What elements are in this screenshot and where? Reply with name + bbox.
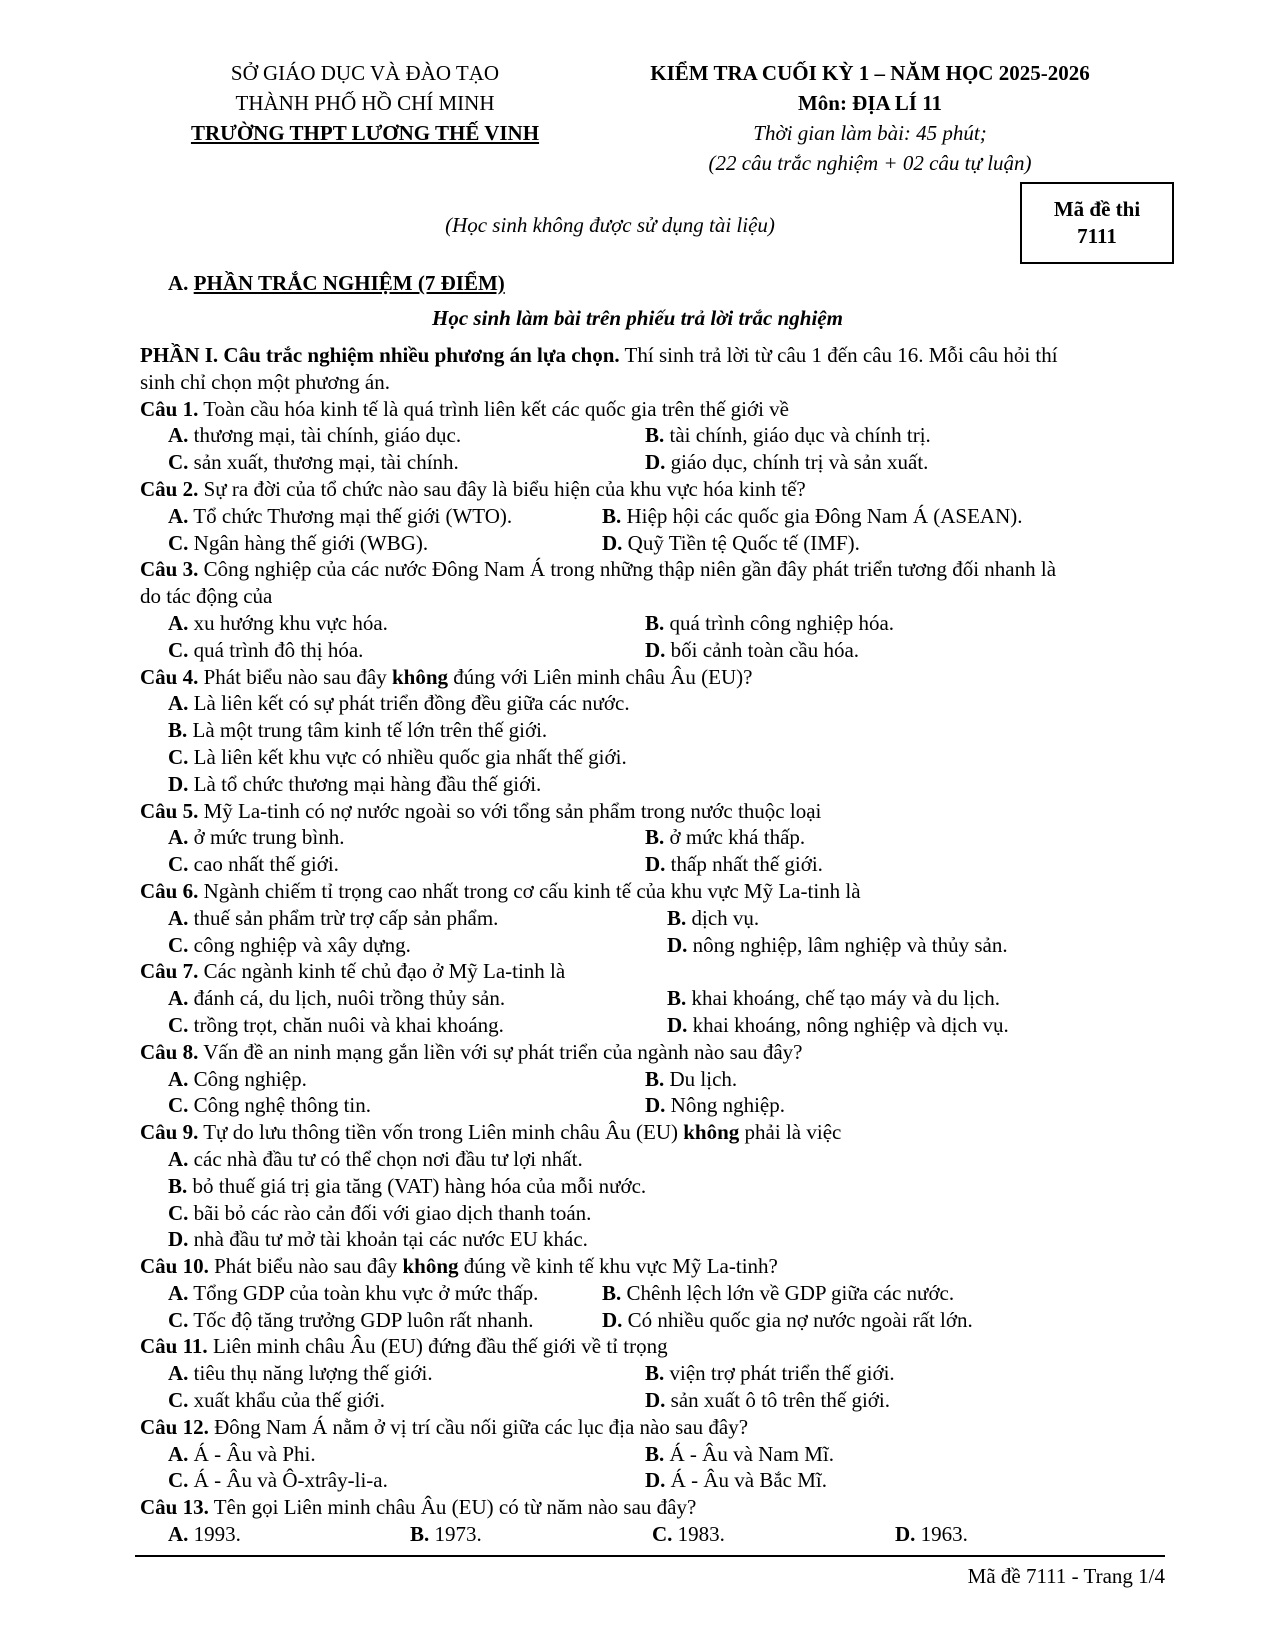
answer-option xyxy=(168,1360,433,1387)
option-row xyxy=(168,1307,1160,1334)
option-row xyxy=(168,1066,1160,1093)
exam-code-box xyxy=(1020,182,1174,264)
no-materials-note: (Học sinh không được sử dụng tài liệu) xyxy=(445,213,775,237)
option-text: công nghiệp và xây dựng. xyxy=(188,932,411,957)
answer-option xyxy=(168,1227,588,1251)
question-stem xyxy=(140,1414,1160,1441)
option-key: C. xyxy=(168,450,189,475)
option-text: Có nhiều quốc gia nợ nước ngoài rất lớn. xyxy=(622,1307,973,1332)
options xyxy=(140,1360,1160,1414)
option-key: A. xyxy=(168,610,189,635)
option-text: Nông nghiệp. xyxy=(665,1093,785,1118)
option-key: D. xyxy=(645,1388,666,1413)
answer-option xyxy=(168,772,541,796)
option-text: Là tổ chức thương mại hàng đầu thế giới. xyxy=(188,771,542,796)
header-right xyxy=(600,58,1140,178)
option-row xyxy=(168,449,1160,476)
option-row xyxy=(168,422,1160,449)
options xyxy=(140,905,1160,959)
options xyxy=(140,422,1160,476)
option-text: viện trợ phát triển thế giới. xyxy=(664,1361,895,1386)
option-key: B. xyxy=(645,423,665,448)
question xyxy=(140,878,1160,958)
exam-title: KIỂM TRA CUỐI KỲ 1 – NĂM HỌC 2025-2026 xyxy=(650,61,1090,85)
option-text: Á - Âu và Ô-xtrây-li-a. xyxy=(188,1468,388,1493)
answer-option xyxy=(168,1092,371,1119)
question-text-end: đúng với Liên minh châu Âu (EU)? xyxy=(448,664,753,689)
question-number: Câu 2. xyxy=(140,476,199,501)
question-text: Ngành chiếm tỉ trọng cao nhất trong cơ cấu kinh tế của khu vực Mỹ La-tinh là xyxy=(198,878,861,903)
option-key: A. xyxy=(168,905,189,930)
answer-option xyxy=(645,1360,895,1387)
answer-option xyxy=(168,1012,504,1039)
answer-option xyxy=(168,1307,533,1334)
option-key: C. xyxy=(168,932,189,957)
exam-time: Thời gian làm bài: 45 phút; xyxy=(753,121,987,145)
question-number: Câu 6. xyxy=(140,878,199,903)
option-key: A. xyxy=(168,1522,189,1547)
question-text-end: đúng về kinh tế khu vực Mỹ La-tinh? xyxy=(458,1254,778,1279)
answer-option xyxy=(645,851,823,878)
answer-option xyxy=(645,1066,737,1093)
question-number: Câu 8. xyxy=(140,1039,199,1064)
answer-option xyxy=(168,1467,388,1494)
question xyxy=(140,1414,1160,1494)
answer-option xyxy=(667,1012,1009,1039)
option-key: C. xyxy=(168,1468,189,1493)
answer-option xyxy=(168,691,630,715)
answer-option xyxy=(168,637,363,664)
option-text: Á - Âu và Phi. xyxy=(188,1441,316,1466)
answer-option xyxy=(645,1092,785,1119)
option-text: Hiệp hội các quốc gia Đông Nam Á (ASEAN). xyxy=(621,503,1023,528)
answer-option xyxy=(168,503,512,530)
option-row xyxy=(168,610,1160,637)
question-stem-cont: do tác động của xyxy=(140,584,273,609)
answer-option xyxy=(895,1521,968,1548)
option-key: D. xyxy=(602,1307,623,1332)
option-key: D. xyxy=(602,530,623,555)
part-1-instruction: Thí sinh trả lời từ câu 1 đến câu 16. Mỗi câu hỏi thí xyxy=(619,343,1058,367)
option-text: trồng trọt, chăn nuôi và khai khoáng. xyxy=(188,1012,504,1037)
options xyxy=(140,1521,1160,1548)
option-row xyxy=(168,985,1160,1012)
answer-option xyxy=(168,1280,538,1307)
option-text: Tổng GDP của toàn khu vực ở mức thấp. xyxy=(188,1280,539,1305)
option-row xyxy=(168,851,1160,878)
answer-option xyxy=(168,985,505,1012)
answer-option xyxy=(645,449,928,476)
option-key: C. xyxy=(652,1522,673,1547)
question xyxy=(140,1119,1160,1253)
answer-option xyxy=(410,1521,482,1548)
question-stem xyxy=(140,1333,1160,1360)
question-number: Câu 9. xyxy=(140,1120,199,1145)
option-row xyxy=(168,690,1160,717)
dept-line-2: THÀNH PHỐ HỒ CHÍ MINH xyxy=(235,91,495,115)
option-key: C. xyxy=(168,744,189,769)
question-text: Liên minh châu Âu (EU) đứng đầu thế giới về tỉ trọng xyxy=(207,1334,668,1359)
school-name: TRƯỜNG THPT LƯƠNG THẾ VINH xyxy=(190,121,540,145)
section-a-heading xyxy=(168,268,505,298)
option-row xyxy=(168,744,1160,771)
section-a-title: PHẦN TRẮC NGHIỆM (7 ĐIỂM) xyxy=(193,271,505,295)
option-key: C. xyxy=(168,1200,189,1225)
option-key: A. xyxy=(168,825,189,850)
part-1-instruction-cont: sinh chỉ chọn một phương án. xyxy=(140,369,390,394)
options xyxy=(140,1280,1160,1334)
answer-option xyxy=(168,610,388,637)
answer-option xyxy=(645,610,894,637)
option-key: C. xyxy=(168,637,189,662)
option-row xyxy=(168,1226,1160,1253)
option-text: giáo dục, chính trị và sản xuất. xyxy=(665,450,929,475)
answer-option xyxy=(168,718,547,742)
question-list xyxy=(140,396,1160,1548)
answer-option xyxy=(602,1307,973,1334)
answer-option xyxy=(602,530,860,557)
answer-option xyxy=(652,1521,725,1548)
answer-option xyxy=(168,1521,241,1548)
option-text: Công nghiệp. xyxy=(188,1066,307,1091)
option-text: 1963. xyxy=(915,1522,968,1547)
option-key: D. xyxy=(168,771,189,796)
answer-option xyxy=(168,1147,583,1171)
option-row xyxy=(168,530,1160,557)
answer-option xyxy=(667,985,1000,1012)
option-text: Du lịch. xyxy=(664,1066,738,1091)
option-text: Tổ chức Thương mại thế giới (WTO). xyxy=(188,503,513,528)
answer-option xyxy=(645,1467,827,1494)
question xyxy=(140,1333,1160,1413)
option-row xyxy=(168,1200,1160,1227)
option-key: C. xyxy=(168,1388,189,1413)
question-text: Phát biểu nào sau đây xyxy=(208,1254,403,1279)
option-text: Ngân hàng thế giới (WBG). xyxy=(188,530,429,555)
option-key: D. xyxy=(645,637,666,662)
options xyxy=(140,690,1160,797)
option-text: quá trình đô thị hóa. xyxy=(188,637,364,662)
option-key: B. xyxy=(645,825,665,850)
option-key: B. xyxy=(168,1173,188,1198)
option-text: khai khoáng, nông nghiệp và dịch vụ. xyxy=(687,1012,1009,1037)
part-1-intro xyxy=(140,342,1160,369)
answer-option xyxy=(645,1387,890,1414)
option-row xyxy=(168,1521,1160,1548)
answer-option xyxy=(168,530,428,557)
option-text: nhà đầu tư mở tài khoản tại các nước EU khác. xyxy=(188,1227,588,1252)
option-text: dịch vụ. xyxy=(686,905,760,930)
question-stem xyxy=(140,878,1160,905)
option-text: thương mại, tài chính, giáo dục. xyxy=(188,423,462,448)
option-text: 1973. xyxy=(429,1522,482,1547)
question xyxy=(140,798,1160,878)
subject: Môn: ĐỊA LÍ 11 xyxy=(797,91,943,115)
option-row xyxy=(168,1092,1160,1119)
option-row xyxy=(168,905,1160,932)
question xyxy=(140,476,1160,556)
option-text: cao nhất thế giới. xyxy=(188,852,339,877)
option-key: C. xyxy=(168,1307,189,1332)
question-text: Tự do lưu thông tiền vốn trong Liên minh châu Âu (EU) xyxy=(198,1120,684,1145)
answer-option xyxy=(168,1201,591,1225)
option-text: xu hướng khu vực hóa. xyxy=(188,610,388,635)
option-key: C. xyxy=(168,530,189,555)
option-row xyxy=(168,1360,1160,1387)
question-stem xyxy=(140,958,1160,985)
question-number: Câu 11. xyxy=(140,1334,208,1359)
question xyxy=(140,958,1160,1038)
answer-option xyxy=(168,824,344,851)
question-stem xyxy=(140,1039,1160,1066)
option-text: Chênh lệch lớn về GDP giữa các nước. xyxy=(621,1280,955,1305)
options xyxy=(140,1441,1160,1495)
option-key: A. xyxy=(168,1361,189,1386)
question-text: Mỹ La-tinh có nợ nước ngoài so với tổng sản phẩm trong nước thuộc loại xyxy=(198,798,822,823)
answer-option xyxy=(168,1066,307,1093)
option-text: thuế sản phẩm trừ trợ cấp sản phẩm. xyxy=(188,905,499,930)
option-key: B. xyxy=(602,1280,622,1305)
option-key: B. xyxy=(645,1441,665,1466)
option-text: bỏ thuế giá trị gia tăng (VAT) hàng hóa của mỗi nước. xyxy=(187,1173,647,1198)
answer-option xyxy=(168,1174,646,1198)
option-key: D. xyxy=(667,932,688,957)
option-text: bối cảnh toàn cầu hóa. xyxy=(665,637,860,662)
question-stem xyxy=(140,798,1160,825)
answer-option xyxy=(168,905,498,932)
option-key: D. xyxy=(645,852,666,877)
answer-option xyxy=(667,932,1008,959)
option-key: B. xyxy=(410,1522,430,1547)
question-stem xyxy=(140,396,1160,423)
option-key: A. xyxy=(168,1066,189,1091)
answer-option xyxy=(168,1387,385,1414)
question-text-end: phải là việc xyxy=(739,1120,842,1145)
option-key: D. xyxy=(645,1468,666,1493)
option-text: quá trình công nghiệp hóa. xyxy=(664,610,895,635)
question xyxy=(140,1039,1160,1119)
option-key: C. xyxy=(168,1012,189,1037)
option-row xyxy=(168,932,1160,959)
options xyxy=(140,985,1160,1039)
question-number: Câu 7. xyxy=(140,959,199,984)
answer-option xyxy=(168,851,339,878)
question-text: Tên gọi Liên minh châu Âu (EU) có từ năm nào sau đây? xyxy=(208,1495,697,1520)
question-text: Đông Nam Á nằm ở vị trí cầu nối giữa các lục địa nào sau đây? xyxy=(208,1414,749,1439)
section-a-prefix: A. xyxy=(168,271,194,295)
option-text: tiêu thụ năng lượng thế giới. xyxy=(188,1361,433,1386)
option-key: A. xyxy=(168,1146,189,1171)
option-key: A. xyxy=(168,423,189,448)
option-text: bãi bỏ các rào cản đối với giao dịch thanh toán. xyxy=(188,1200,592,1225)
page-footer: Mã đề 7111 - Trang 1/4 xyxy=(967,1564,1165,1588)
question-text: Công nghiệp của các nước Đông Nam Á trong những thập niên gần đây phát triển tương đối nhanh là xyxy=(198,557,1057,582)
option-text: 1993. xyxy=(188,1522,241,1547)
part-1-title: PHẦN I. Câu trắc nghiệm nhiều phương án lựa chọn. xyxy=(140,343,620,367)
question-number: Câu 10. xyxy=(140,1254,209,1279)
option-key: B. xyxy=(645,1361,665,1386)
answer-option xyxy=(168,422,461,449)
options xyxy=(140,1066,1160,1120)
option-text: thấp nhất thế giới. xyxy=(665,852,823,877)
option-text: sản xuất, thương mại, tài chính. xyxy=(188,450,459,475)
question-stem xyxy=(140,1494,1160,1521)
answer-option xyxy=(645,637,859,664)
option-text: 1983. xyxy=(672,1522,725,1547)
question-text: Vấn đề an ninh mạng gắn liền với sự phát triển của ngành nào sau đây? xyxy=(198,1039,803,1064)
exam-code-value: 7111 xyxy=(1077,224,1117,248)
question-number: Câu 13. xyxy=(140,1495,209,1520)
options xyxy=(140,610,1160,664)
option-text: xuất khẩu của thế giới. xyxy=(188,1388,385,1413)
option-key: B. xyxy=(667,986,687,1011)
option-row xyxy=(168,1173,1160,1200)
question xyxy=(140,396,1160,476)
option-row xyxy=(168,1441,1160,1468)
option-text: Tốc độ tăng trưởng GDP luôn rất nhanh. xyxy=(188,1307,534,1332)
option-row xyxy=(168,771,1160,798)
answer-option xyxy=(168,745,627,769)
option-text: nông nghiệp, lâm nghiệp và thủy sản. xyxy=(687,932,1008,957)
question-number: Câu 4. xyxy=(140,664,199,689)
option-row xyxy=(168,1012,1160,1039)
question-stem xyxy=(140,1119,1160,1146)
option-key: A. xyxy=(168,503,189,528)
option-text: đánh cá, du lịch, nuôi trồng thủy sản. xyxy=(188,986,506,1011)
option-key: A. xyxy=(168,986,189,1011)
option-key: B. xyxy=(602,503,622,528)
option-row xyxy=(168,1387,1160,1414)
question xyxy=(140,556,1160,663)
question-emphasis: không xyxy=(402,1254,459,1279)
option-key: D. xyxy=(645,450,666,475)
option-text: sản xuất ô tô trên thế giới. xyxy=(665,1388,890,1413)
option-row xyxy=(168,824,1160,851)
option-text: Là một trung tâm kinh tế lớn trên thế giới. xyxy=(187,718,548,743)
option-text: tài chính, giáo dục và chính trị. xyxy=(664,423,931,448)
answer-option xyxy=(645,1441,834,1468)
answer-option xyxy=(168,932,411,959)
question-text: Các ngành kinh tế chủ đạo ở Mỹ La-tinh là xyxy=(198,959,566,984)
question-number: Câu 3. xyxy=(140,557,199,582)
options xyxy=(140,503,1160,557)
question-text: Phát biểu nào sau đây xyxy=(198,664,392,689)
question-stem xyxy=(140,1253,1160,1280)
option-row xyxy=(168,1280,1160,1307)
option-row xyxy=(168,1467,1160,1494)
answer-option xyxy=(645,422,931,449)
section-a-instruction: Học sinh làm bài trên phiếu trả lời trắc nghiệm xyxy=(432,306,843,330)
option-key: D. xyxy=(645,1093,666,1118)
option-key: C. xyxy=(168,852,189,877)
option-key: B. xyxy=(168,718,188,743)
question-text: Toàn cầu hóa kinh tế là quá trình liên kết các quốc gia trên thế giới về xyxy=(198,396,789,421)
option-key: D. xyxy=(168,1227,189,1252)
option-text: Là liên kết khu vực có nhiều quốc gia nhất thế giới. xyxy=(188,744,627,769)
question-emphasis: không xyxy=(391,664,449,689)
option-key: A. xyxy=(168,1441,189,1466)
question-number: Câu 12. xyxy=(140,1414,209,1439)
option-key: B. xyxy=(645,610,665,635)
question xyxy=(140,1253,1160,1333)
question-body xyxy=(140,342,1160,1548)
header-left xyxy=(160,58,570,148)
options xyxy=(140,1146,1160,1253)
option-text: ở mức trung bình. xyxy=(188,825,345,850)
footer-divider xyxy=(135,1555,1165,1557)
question-stem xyxy=(140,664,1160,691)
option-key: A. xyxy=(168,1280,189,1305)
answer-option xyxy=(667,905,759,932)
option-row xyxy=(168,503,1160,530)
answer-option xyxy=(602,503,1023,530)
answer-option xyxy=(168,1441,316,1468)
answer-option xyxy=(602,1280,954,1307)
option-key: D. xyxy=(895,1522,916,1547)
option-text: Á - Âu và Bắc Mĩ. xyxy=(665,1468,827,1493)
exam-structure: (22 câu trắc nghiệm + 02 câu tự luận) xyxy=(708,151,1032,175)
option-key: B. xyxy=(645,1066,665,1091)
option-text: ở mức khá thấp. xyxy=(664,825,806,850)
answer-option xyxy=(645,824,805,851)
option-row xyxy=(168,637,1160,664)
question-stem xyxy=(140,556,1160,583)
options xyxy=(140,824,1160,878)
question-text: Sự ra đời của tổ chức nào sau đây là biểu hiện của khu vực hóa kinh tế? xyxy=(198,476,806,501)
option-text: các nhà đầu tư có thể chọn nơi đầu tư lợi nhất. xyxy=(188,1146,583,1171)
exam-code-label: Mã đề thi xyxy=(1053,197,1141,221)
option-key: C. xyxy=(168,1093,189,1118)
option-row xyxy=(168,1146,1160,1173)
dept-line-1: SỞ GIÁO DỤC VÀ ĐÀO TẠO xyxy=(230,61,500,85)
question-number: Câu 1. xyxy=(140,396,199,421)
question xyxy=(140,664,1160,798)
option-key: D. xyxy=(667,1012,688,1037)
option-text: khai khoáng, chế tạo máy và du lịch. xyxy=(686,986,1001,1011)
option-key: A. xyxy=(168,691,189,716)
option-key: B. xyxy=(667,905,687,930)
question-emphasis: không xyxy=(683,1120,740,1145)
question xyxy=(140,1494,1160,1548)
answer-option xyxy=(168,449,459,476)
option-text: Quỹ Tiền tệ Quốc tế (IMF). xyxy=(622,530,860,555)
option-row xyxy=(168,717,1160,744)
option-text: Công nghệ thông tin. xyxy=(188,1093,372,1118)
question-stem xyxy=(140,476,1160,503)
option-text: Là liên kết có sự phát triển đồng đều giữa các nước. xyxy=(188,691,630,716)
option-text: Á - Âu và Nam Mĩ. xyxy=(664,1441,834,1466)
question-number: Câu 5. xyxy=(140,798,199,823)
